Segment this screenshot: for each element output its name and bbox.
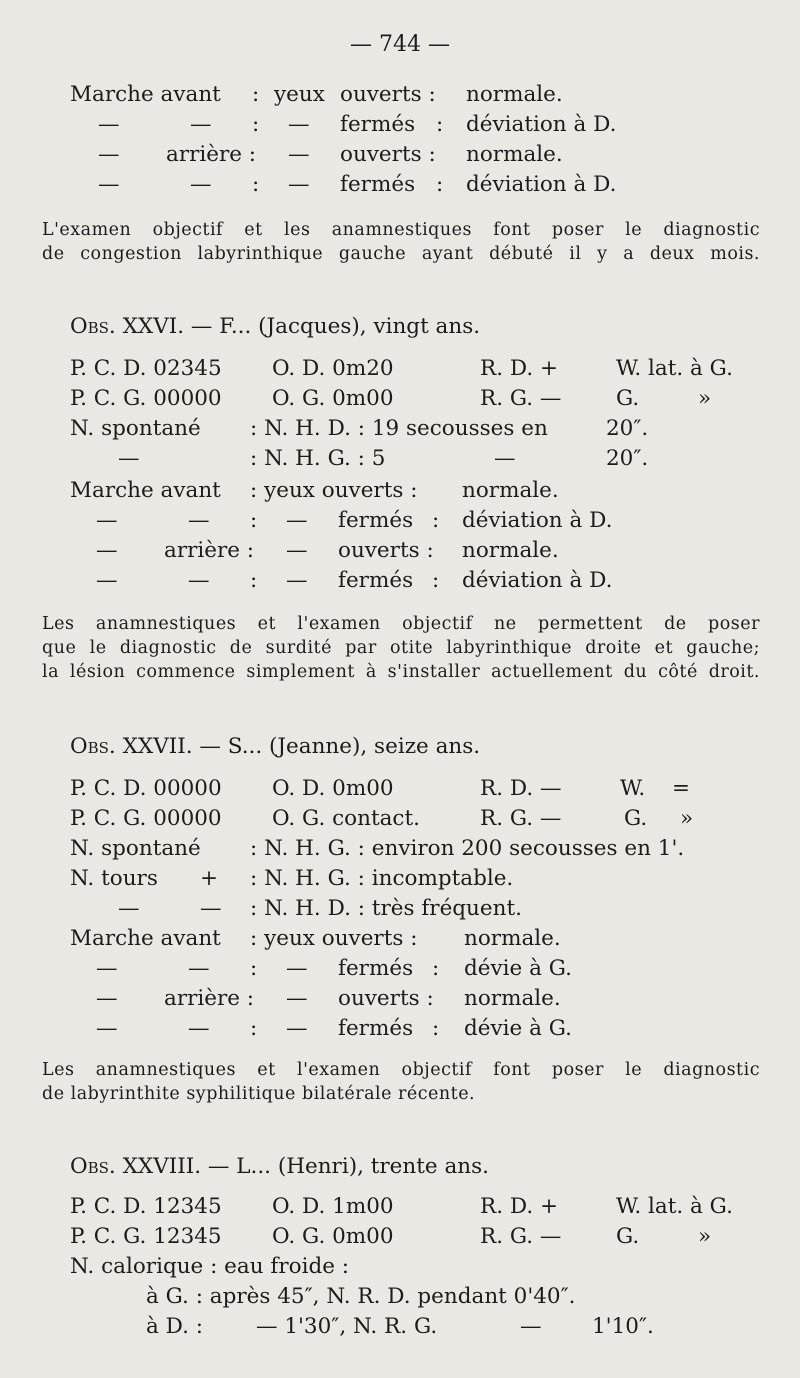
cell: : yeux ouverts : (250, 926, 418, 951)
heading-prefix: Obs. (70, 734, 116, 759)
cell: » (698, 1224, 712, 1249)
cell: Marche avant (70, 926, 221, 951)
cell: P. C. G. 12345 (70, 1224, 222, 1249)
text-line (0, 142, 800, 172)
cell: P. C. D. 00000 (70, 776, 222, 801)
cell: — (96, 568, 118, 593)
cell: dévie à G. (464, 1016, 572, 1041)
cell: — (190, 172, 212, 197)
paragraph (42, 218, 760, 266)
cell: dévie à G. (464, 956, 572, 981)
cell: — (98, 172, 120, 197)
cell: fermés (338, 956, 414, 981)
cell: — (288, 172, 310, 197)
observation-heading (70, 314, 480, 339)
text-line (0, 1314, 800, 1344)
text-line (0, 1224, 800, 1254)
cell: normale. (462, 478, 559, 503)
observation-heading (70, 1154, 489, 1179)
cell: : N. H. G. : environ 200 secousses en 1'. (250, 836, 685, 861)
cell: déviation à D. (466, 172, 617, 197)
cell: N. spontané (70, 416, 201, 441)
paragraph-line: Les anamnestiques et l'examen objectif font poser le diagnostic (42, 1060, 760, 1080)
heading-prefix: Obs. (70, 314, 116, 339)
cell: Marche avant (70, 478, 221, 503)
cell: : (252, 172, 260, 197)
heading-text: XXVII. — S... (Jeanne), seize ans. (122, 734, 481, 759)
cell: O. D. 1m00 (272, 1194, 394, 1219)
cell: : (432, 568, 440, 593)
page-number: — 744 — (350, 32, 450, 57)
paragraph-line: de labyrinthite syphilitique bilatérale récente. (42, 1084, 476, 1104)
cell: — (494, 446, 516, 471)
cell: : N. H. G. : 5 (250, 446, 386, 471)
text-line (0, 896, 800, 926)
cell: R. D. + (480, 1194, 559, 1219)
cell: — (200, 896, 222, 921)
paragraph-line: que le diagnostic de surdité par otite labyrinthique droite et gauche; (42, 638, 760, 658)
cell: Marche avant (70, 82, 221, 107)
cell: R. G. — (480, 1224, 562, 1249)
cell: — (188, 508, 210, 533)
cell: normale. (464, 926, 561, 951)
text-line (0, 926, 800, 956)
cell: : N. H. D. : très fréquent. (250, 896, 522, 921)
cell: normale. (466, 142, 563, 167)
cell: — (118, 896, 140, 921)
text-line (0, 776, 800, 806)
cell: : (250, 1016, 258, 1041)
text-line (0, 806, 800, 836)
cell: R. D. + (480, 356, 559, 381)
cell: fermés (338, 508, 414, 533)
paragraph-line: la lésion commence simplement à s'installer actuellement du côté droit. (42, 662, 760, 682)
cell: N. spontané (70, 836, 201, 861)
cell: 20″. (606, 446, 649, 471)
cell: ouverts : (338, 538, 434, 563)
cell: = (672, 776, 691, 801)
cell: fermés (340, 172, 416, 197)
text-line (0, 1284, 800, 1314)
text-line (0, 1254, 800, 1284)
cell: — (96, 538, 118, 563)
cell: : (250, 568, 258, 593)
paragraph-line: L'examen objectif et les anamnestiques font poser le diagnostic (42, 220, 760, 240)
cell: déviation à D. (466, 112, 617, 137)
cell: — (286, 508, 308, 533)
text-line (0, 866, 800, 896)
cell: P. C. G. 00000 (70, 386, 222, 411)
cell: — (286, 1016, 308, 1041)
cell: — (288, 112, 310, 137)
cell: » (680, 806, 694, 831)
text-line (0, 986, 800, 1016)
text-line (0, 1016, 800, 1046)
cell: — (188, 1016, 210, 1041)
paragraph-line: de congestion labyrinthique gauche ayant débuté il y a deux mois. (42, 244, 760, 264)
cell: W. (620, 776, 646, 801)
cell: — (188, 568, 210, 593)
cell: O. G. 0m00 (272, 386, 394, 411)
cell: — (96, 508, 118, 533)
cell: ouverts : (338, 986, 434, 1011)
text-line (0, 82, 800, 112)
cell: : (250, 956, 258, 981)
cell: — (286, 986, 308, 1011)
cell: P. C. D. 12345 (70, 1194, 222, 1219)
cell: W. lat. à G. (616, 356, 733, 381)
text-line (0, 508, 800, 538)
cell: fermés (340, 112, 416, 137)
cell: — (98, 112, 120, 137)
text-line (0, 568, 800, 598)
cell: : (432, 508, 440, 533)
paragraph (42, 1058, 760, 1106)
cell: R. D. — (480, 776, 562, 801)
cell: G. (624, 806, 648, 831)
text-line (0, 386, 800, 416)
cell: — 1'30″, N. R. G. (256, 1314, 438, 1339)
cell: : (252, 82, 260, 107)
cell: N. calorique : eau froide : (70, 1254, 350, 1279)
text-line (0, 1194, 800, 1224)
cell: O. G. 0m00 (272, 1224, 394, 1249)
cell: — (286, 538, 308, 563)
text-line (0, 172, 800, 202)
cell: — (96, 956, 118, 981)
cell: ouverts : (340, 142, 436, 167)
text-line (0, 356, 800, 386)
cell: déviation à D. (462, 568, 613, 593)
cell: P. C. G. 00000 (70, 806, 222, 831)
cell: N. tours (70, 866, 158, 891)
cell: 1'10″. (592, 1314, 654, 1339)
cell: G. (616, 386, 640, 411)
cell: R. G. — (480, 806, 562, 831)
heading-text: XXVIII. — L... (Henri), trente ans. (122, 1154, 489, 1179)
heading-text: XXVI. — F... (Jacques), vingt ans. (122, 314, 481, 339)
text-line (0, 446, 800, 476)
text-line (0, 538, 800, 568)
cell: normale. (462, 538, 559, 563)
text-line (0, 836, 800, 866)
cell: déviation à D. (462, 508, 613, 533)
cell: : yeux ouverts : (250, 478, 418, 503)
cell: à G. : après 45″, N. R. D. pendant 0'40″. (146, 1284, 576, 1309)
cell: : (436, 112, 444, 137)
cell: — (118, 446, 140, 471)
cell: fermés (338, 1016, 414, 1041)
cell: — (96, 1016, 118, 1041)
text-line (0, 416, 800, 446)
cell: — (520, 1314, 542, 1339)
cell: O. G. contact. (272, 806, 420, 831)
heading-prefix: Obs. (70, 1154, 116, 1179)
cell: — (286, 568, 308, 593)
cell: R. G. — (480, 386, 562, 411)
cell: : N. H. D. : 19 secousses en (250, 416, 548, 441)
cell: — (96, 986, 118, 1011)
cell: à D. : (146, 1314, 204, 1339)
text-line (0, 112, 800, 142)
text-line (0, 956, 800, 986)
cell: » (698, 386, 712, 411)
cell: — (286, 956, 308, 981)
cell: normale. (464, 986, 561, 1011)
cell: O. D. 0m00 (272, 776, 394, 801)
cell: : (432, 1016, 440, 1041)
observation-heading (70, 734, 480, 759)
cell: — (188, 956, 210, 981)
cell: normale. (466, 82, 563, 107)
cell: ouverts : (340, 82, 436, 107)
cell: G. (616, 1224, 640, 1249)
cell: — (288, 142, 310, 167)
cell: yeux (274, 82, 325, 107)
cell: + (200, 866, 219, 891)
cell: 20″. (606, 416, 649, 441)
cell: arrière : (164, 986, 255, 1011)
cell: : (436, 172, 444, 197)
cell: arrière : (166, 142, 257, 167)
text-line (0, 478, 800, 508)
cell: O. D. 0m20 (272, 356, 394, 381)
paragraph (42, 612, 760, 684)
cell: : (432, 956, 440, 981)
cell: fermés (338, 568, 414, 593)
cell: : (252, 112, 260, 137)
cell: — (98, 142, 120, 167)
paragraph-line: Les anamnestiques et l'examen objectif ne permettent de poser (42, 614, 760, 634)
cell: : N. H. G. : incomptable. (250, 866, 514, 891)
cell: W. lat. à G. (616, 1194, 733, 1219)
cell: — (190, 112, 212, 137)
cell: arrière : (164, 538, 255, 563)
cell: P. C. D. 02345 (70, 356, 222, 381)
cell: : (250, 508, 258, 533)
